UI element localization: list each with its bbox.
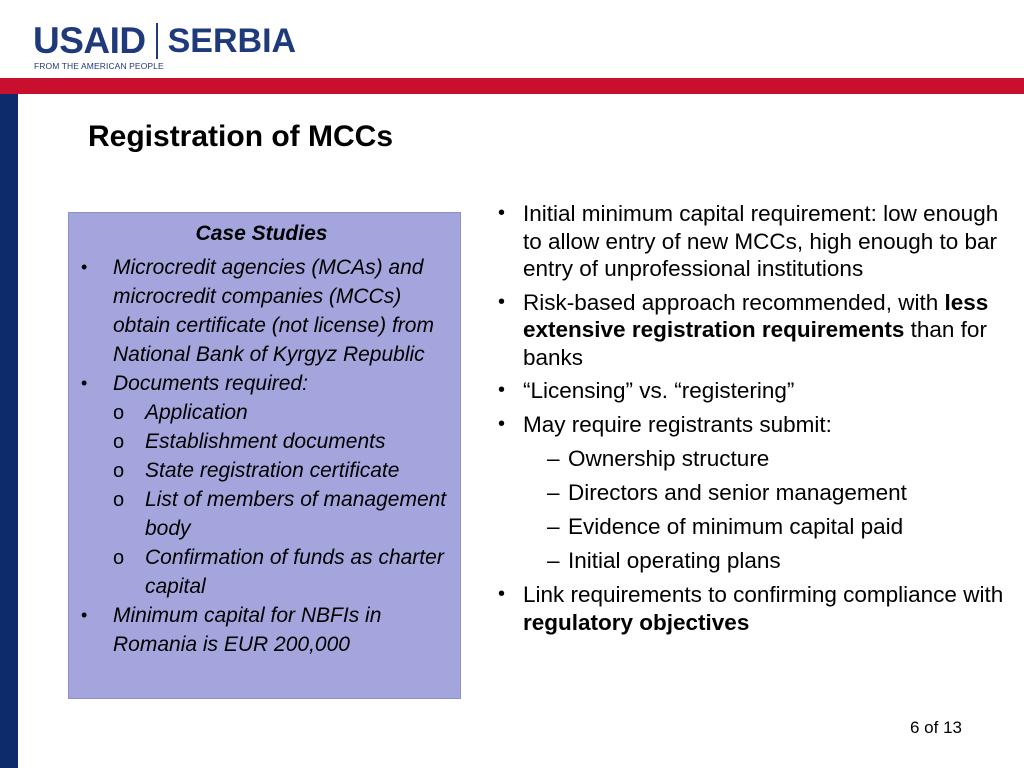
dash-bullet-icon: –: [547, 446, 560, 471]
header-red-band: [0, 78, 1024, 94]
logo-usaid-text: USAID: [33, 20, 146, 61]
bullet-icon: •: [498, 202, 506, 224]
bullet-icon: •: [81, 605, 88, 625]
submission-item: [523, 445, 1004, 473]
submission-text: Initial operating plans: [568, 548, 781, 573]
document-text: Establishment documents: [145, 430, 386, 453]
document-text: Application: [145, 401, 248, 424]
slide-title: Registration of MCCs: [88, 120, 394, 153]
dash-bullet-icon: –: [547, 548, 560, 573]
dash-bullet-icon: –: [547, 480, 560, 505]
document-text: State registration certificate: [145, 459, 400, 482]
circle-bullet-icon: o: [113, 489, 125, 511]
point-registrants: [494, 411, 1004, 575]
point-text: Risk-based approach recommended, with: [523, 289, 945, 315]
case-item-mcas: [79, 253, 450, 369]
logo-divider: [156, 23, 158, 59]
document-item: [113, 543, 450, 601]
logo-wordmark: [33, 22, 296, 60]
point-text: May require registrants submit:: [523, 411, 832, 437]
point-risk-based: [494, 289, 1004, 372]
document-text: Confirmation of funds as charter capital: [145, 546, 444, 598]
case-item-documents: [79, 369, 450, 601]
logo-country-text: SERBIA: [167, 22, 297, 60]
document-text: List of members of management body: [145, 488, 447, 540]
point-licensing: [494, 377, 1004, 405]
document-item: [113, 456, 450, 485]
case-item-text: Minimum capital for NBFIs in Romania is EUR 200,000: [113, 604, 382, 656]
slide-header: [0, 0, 1024, 78]
point-capital-requirement: [494, 200, 1004, 283]
bullet-icon: •: [81, 373, 88, 393]
bullet-icon: •: [498, 379, 506, 401]
submission-item: [523, 513, 1004, 541]
bullet-icon: •: [498, 412, 506, 435]
document-item: [113, 427, 450, 456]
usaid-serbia-logo: [33, 22, 296, 72]
circle-bullet-icon: o: [113, 460, 125, 482]
case-studies-list: [79, 253, 450, 659]
dash-bullet-icon: –: [547, 514, 560, 539]
submission-text: Evidence of minimum capital paid: [568, 514, 904, 539]
bullet-icon: •: [498, 583, 506, 605]
point-text: “Licensing” vs. “registering”: [523, 378, 795, 403]
registrant-submissions-list: [523, 445, 1004, 575]
logo-tagline: FROM THE AMERICAN PEOPLE: [34, 61, 164, 71]
case-studies-box: [68, 212, 461, 699]
main-points-list: [494, 200, 1004, 642]
submission-item: [523, 547, 1004, 575]
submission-text: Directors and senior management: [568, 480, 907, 505]
circle-bullet-icon: o: [113, 431, 125, 453]
page-number: 6 of 13: [910, 718, 962, 737]
circle-bullet-icon: o: [113, 547, 125, 569]
point-text: Initial minimum capital requirement: low enough to allow entry of new MCCs, high enough to bar entry of unprofessional institutions: [523, 201, 999, 281]
point-bold-text: regulatory objectives: [523, 609, 750, 635]
documents-list: [113, 398, 450, 601]
point-link-requirements: [494, 581, 1004, 636]
submission-text: Ownership structure: [568, 446, 770, 471]
case-item-text: Documents required:: [113, 372, 308, 395]
point-bold-text: less extensive registration requirements: [523, 289, 989, 342]
case-studies-heading: Case Studies: [195, 222, 328, 245]
circle-bullet-icon: o: [113, 402, 125, 424]
document-item: [113, 485, 450, 543]
case-item-text: Microcredit agencies (MCAs) and microcredit companies (MCCs) obtain certificate (not license) from National Bank of Kyrgyz Republic: [113, 256, 434, 366]
bullet-icon: •: [81, 257, 88, 277]
case-item-romania: [79, 601, 450, 659]
submission-item: [523, 479, 1004, 507]
document-item: [113, 398, 450, 427]
left-blue-band: [0, 94, 18, 768]
bullet-icon: •: [498, 290, 506, 313]
point-text: Link requirements to confirming compliance with: [523, 582, 1004, 607]
point-text: than for banks: [523, 317, 987, 370]
